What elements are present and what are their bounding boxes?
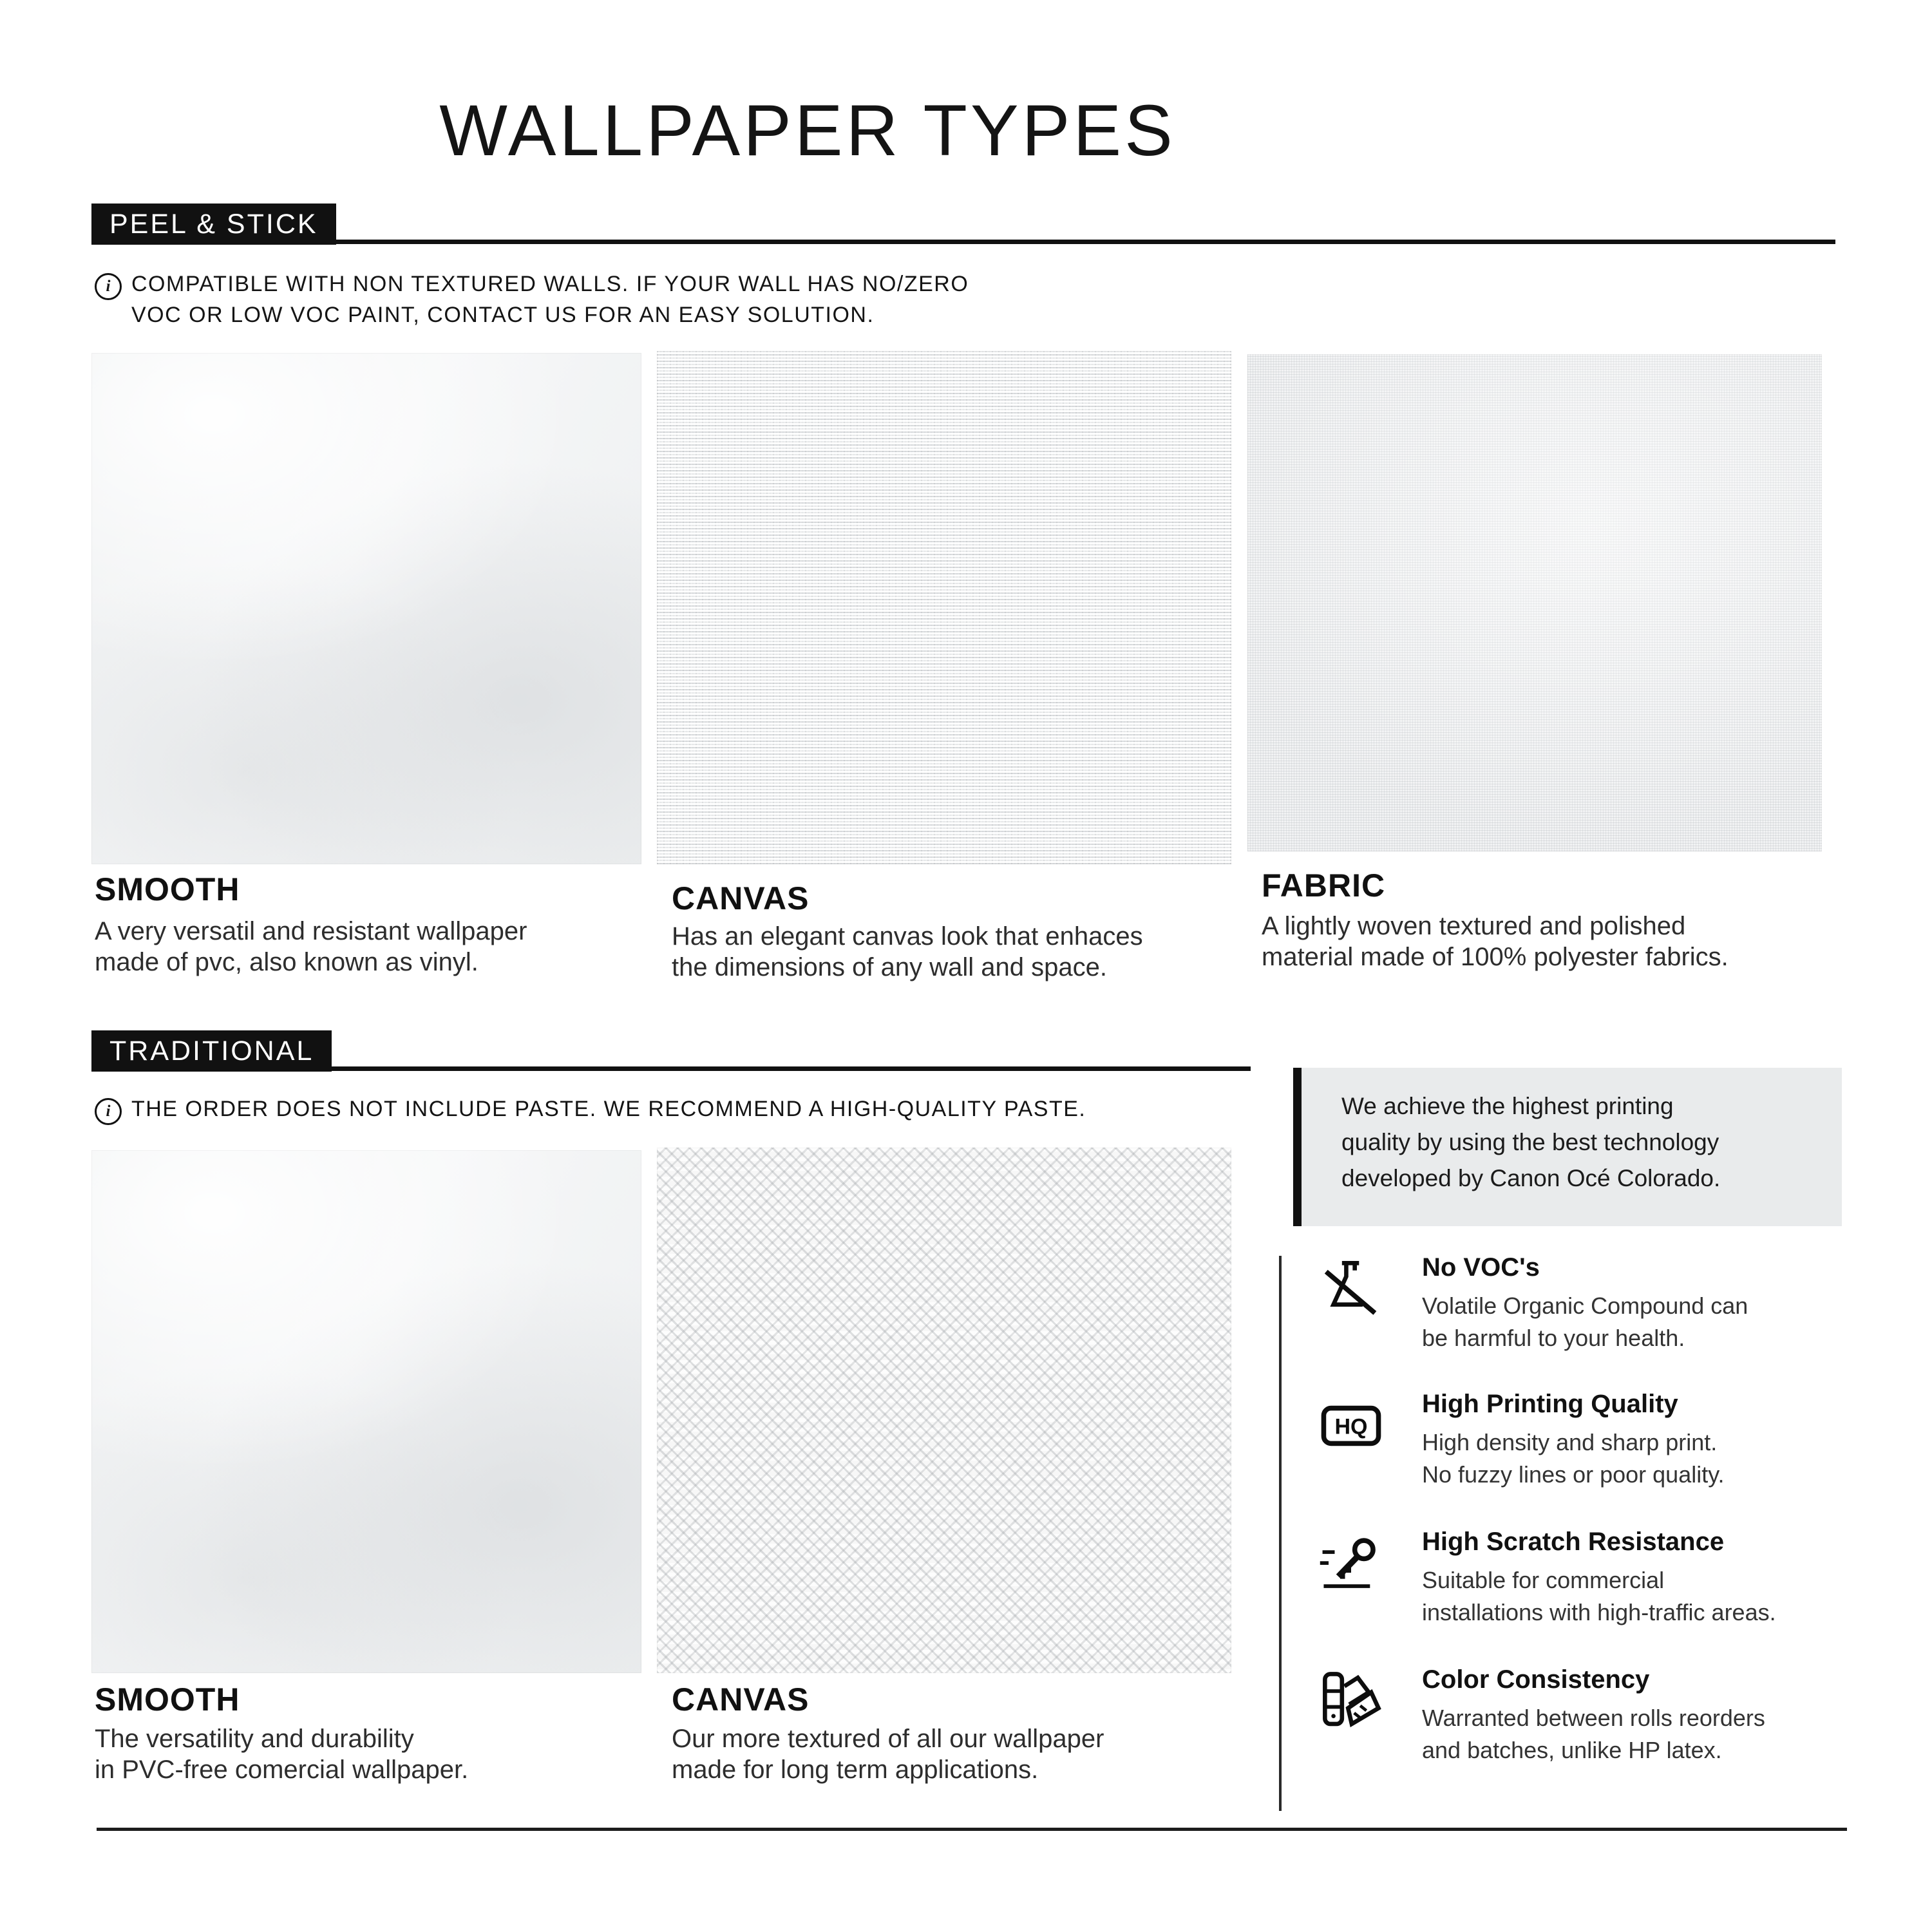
swatch-desc-line: The versatility and durability [95,1725,414,1753]
panel-text-line2: quality by using the best technology [1341,1129,1719,1155]
no-voc-flask-icon [1315,1253,1387,1325]
info-icon: i [95,273,122,300]
feature-desc-line: and batches, unlike HP latex. [1422,1737,1722,1763]
feature-title: High Printing Quality [1422,1390,1678,1418]
panel-text-line1: We achieve the highest printing [1341,1093,1674,1119]
traditional-note-line1: THE ORDER DOES NOT INCLUDE PASTE. WE RECOMMEND A HIGH-QUALITY PASTE. [131,1097,1086,1121]
swatch-desc-line: made for long term applications. [672,1756,1039,1784]
features-vertical-line [1279,1256,1282,1811]
feature-desc-line: No fuzzy lines or poor quality. [1422,1461,1725,1488]
feature-desc-line: High density and sharp print. [1422,1429,1718,1455]
bottom-divider-line [97,1828,1847,1831]
swatch-desc-line: Our more textured of all our wallpaper [672,1725,1104,1753]
swatch-name-smooth: SMOOTH [95,871,240,907]
swatch-desc-line: A very versatil and resistant wallpaper [95,917,527,945]
color-swatchbook-icon [1315,1665,1387,1738]
fine-canvas-swatch [657,351,1231,864]
feature-desc-line: Suitable for commercial [1422,1567,1665,1593]
feature-high-printing-quality [1315,1390,1895,1491]
printing-quality-panel [1293,1068,1842,1226]
swatch-desc-line: A lightly woven textured and polished [1262,912,1686,940]
rough-canvas-swatch [657,1148,1231,1673]
woven-fabric-swatch [1247,354,1822,851]
feature-scratch-resistance [1315,1528,1895,1629]
peel-stick-divider-line [91,240,1835,244]
smooth-vinyl-swatch [91,353,641,864]
swatch-desc-line: Has an elegant canvas look that enhaces [672,922,1143,951]
info-icon: i [95,1098,122,1125]
swatch-desc-line: the dimensions of any wall and space. [672,953,1107,981]
feature-no-voc [1315,1253,1895,1354]
scratch-key-icon [1315,1528,1387,1600]
swatch-desc-line: material made of 100% polyester fabrics. [1262,943,1728,971]
feature-title: No VOC's [1422,1253,1540,1282]
feature-title: High Scratch Resistance [1422,1528,1725,1556]
swatch-name-smooth-traditional: SMOOTH [95,1681,240,1718]
feature-title: Color Consistency [1422,1665,1650,1694]
panel-text-line3: developed by Canon Océ Colorado. [1341,1165,1721,1191]
page-title: WALLPAPER TYPES [439,90,1176,171]
feature-color-consistency [1315,1665,1895,1766]
feature-desc-line: Warranted between rolls reorders [1422,1705,1765,1731]
peel-stick-note-line1: COMPATIBLE WITH NON TEXTURED WALLS. IF YOUR WALL HAS NO/ZERO [131,272,969,296]
smooth-pvc-free-swatch [91,1150,641,1673]
feature-desc-line: installations with high-traffic areas. [1422,1599,1776,1625]
swatch-name-canvas: CANVAS [672,880,810,916]
feature-desc-line: Volatile Organic Compound can [1422,1293,1748,1319]
traditional-section-badge: TRADITIONAL [91,1030,332,1072]
swatch-desc-line: made of pvc, also known as vinyl. [95,948,478,976]
peel-stick-note-line2: VOC OR LOW VOC PAINT, CONTACT US FOR AN EASY SOLUTION. [131,303,875,327]
peel-stick-section-badge: PEEL & STICK [91,204,336,245]
swatch-desc-line: in PVC-free comercial wallpaper. [95,1756,469,1784]
swatch-name-canvas-traditional: CANVAS [672,1681,810,1718]
hq-badge-icon [1315,1390,1387,1462]
feature-desc-line: be harmful to your health. [1422,1325,1685,1351]
swatch-name-fabric: FABRIC [1262,867,1386,904]
hq-icon-label: HQ [1334,1414,1368,1439]
